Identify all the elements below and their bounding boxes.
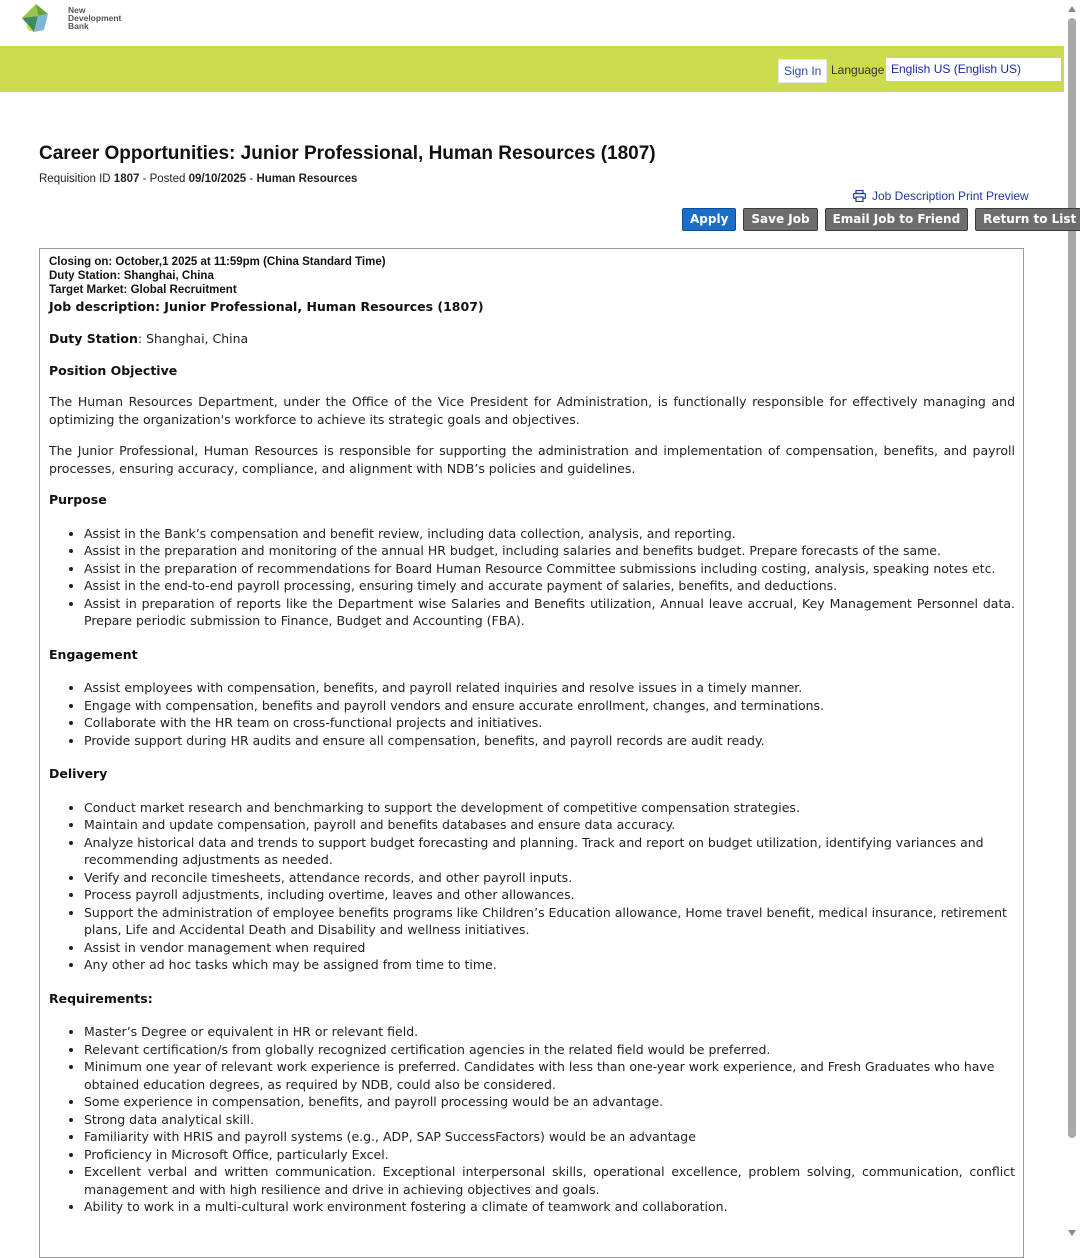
logo-wordmark — [68, 6, 121, 30]
list-item: • Verify and reconcile timesheets, attendance records, and other payroll inputs. — [84, 869, 1015, 887]
print-preview-label: Job Description Print Preview — [872, 189, 1029, 203]
purpose-heading: Purpose — [49, 492, 107, 507]
list-item: • Excellent verbal and written communication. Exceptional interpersonal skills, operational excellence, problem solving, communication, conflict management and with high resilience and drive in achieving objectives and goals. — [84, 1163, 1015, 1198]
list-item: • Process payroll adjustments, including overtime, leaves and other allowances. — [84, 886, 1015, 904]
list-item: • Collaborate with the HR team on cross-functional projects and initiatives. — [84, 714, 1015, 732]
logo-line-1: New — [68, 5, 86, 15]
scroll-down-arrow-icon[interactable] — [1068, 1230, 1076, 1236]
language-select[interactable]: English US (English US) — [886, 58, 1061, 81]
list-item: • Relevant certification/s from globally recognized certification agencies in the related field would be preferred. — [84, 1041, 1015, 1059]
scroll-up-arrow-icon[interactable] — [1068, 6, 1076, 12]
list-item: • Any other ad hoc tasks which may be assigned from time to time. — [84, 956, 1015, 974]
list-item: • Conduct market research and benchmarking to support the development of competitive compensation strategies. — [84, 799, 1015, 817]
posted-date: 09/10/2025 — [188, 173, 247, 185]
closing-date: Closing on: October,1 2025 at 11:59pm (China Standard Time) — [49, 256, 386, 268]
posted-label: - Posted — [142, 173, 186, 185]
list-item: • Some experience in compensation, benefits, and payroll processing would be an advantage. — [84, 1093, 1015, 1111]
job-description-panel — [39, 248, 1024, 1258]
list-item: • Analyze historical data and trends to support budget forecasting and planning. Track and report on budget utilization, identifying variances and recommending adjustments as needed. — [84, 834, 1015, 869]
ndb-logo-icon — [18, 2, 52, 34]
duty-station-summary: Duty Station: Shanghai, China — [49, 270, 214, 282]
target-market: Target Market: Global Recruitment — [49, 284, 237, 296]
apply-button[interactable]: Apply — [682, 208, 736, 231]
list-item: • Assist in the end-to-end payroll processing, ensuring timely and accurate payment of salaries, benefits, and deductions. — [84, 577, 1015, 595]
delivery-list — [49, 799, 1015, 974]
page-title: Career Opportunities: Junior Professional, Human Resources (1807) — [39, 143, 656, 164]
list-item: • Proficiency in Microsoft Office, particularly Excel. — [84, 1146, 1015, 1164]
job-meta — [39, 173, 357, 185]
save-job-button[interactable]: Save Job — [743, 208, 817, 231]
position-objective-heading: Position Objective — [49, 362, 178, 378]
sign-in-link[interactable]: Sign In — [778, 59, 827, 83]
print-preview-link[interactable] — [853, 189, 1029, 203]
logo-line-2: Development — [68, 13, 122, 23]
list-item: • Assist in the preparation of recommendations for Board Human Resource Committee submissions including costing, analysis, speaking notes etc. — [84, 560, 1015, 578]
list-item: • Minimum one year of relevant work experience is preferred. Candidates with less than one-year work experience, and Fresh Graduates who have obtained education degrees, as required by NDB, could also be considered. — [84, 1058, 1015, 1093]
requirements-heading: Requirements: — [49, 990, 153, 1006]
list-item: • Support the administration of employee benefits programs like Children’s Education allowance, Home travel benefit, medical insurance, retirement plans, Life and Accidental Death and Disability and wellness initiatives. — [84, 904, 1015, 939]
engagement-list — [49, 679, 1015, 749]
list-item: • Maintain and update compensation, payroll and benefits databases and ensure data accuracy. — [84, 816, 1015, 834]
return-to-list-button[interactable]: Return to List — [975, 208, 1080, 231]
list-item: • Assist in the preparation and monitoring of the annual HR budget, including salaries and benefits budget. Prepare forecasts of the same. — [84, 542, 1015, 560]
ndb-logo[interactable] — [18, 2, 128, 36]
action-buttons — [682, 208, 1080, 231]
list-item: • Assist in the Bank’s compensation and benefit review, including data collection, analysis, and reporting. — [84, 525, 1015, 543]
objective-paragraph-2: The Junior Professional, Human Resources is responsible for supporting the administration and implementation of compensation, benefits, and payroll processes, ensuring accuracy, compliance, and alignment with NDB’s policies and guidelines. — [49, 443, 1015, 476]
list-item: • Assist employees with compensation, benefits, and payroll related inquiries and resolve issues in a timely manner. — [84, 679, 1015, 697]
list-item: • Familiarity with HRIS and payroll systems (e.g., ADP, SAP SuccessFactors) would be an advantage — [84, 1128, 1015, 1146]
meta-separator: - — [249, 173, 254, 185]
purpose-list — [49, 525, 1015, 630]
list-item: • Assist in vendor management when required — [84, 939, 1015, 957]
requisition-label: Requisition ID — [39, 173, 111, 185]
engagement-heading: Engagement — [49, 646, 138, 662]
job-description-title: Job description: Junior Professional, Human Resources (1807) — [49, 299, 484, 314]
requisition-id: 1807 — [113, 173, 140, 185]
requirements-list — [49, 1023, 1015, 1216]
list-item: • Assist in preparation of reports like the Department wise Salaries and Benefits utilization, Annual leave accrual, Key Management Personnel data. Prepare periodic submission to Finance, Budget and Accounting (FBA). — [84, 595, 1015, 630]
delivery-heading: Delivery — [49, 766, 108, 781]
list-item: • Engage with compensation, benefits and payroll vendors and ensure accurate enrollment, changes, and terminations. — [84, 697, 1015, 715]
scroll-thumb[interactable] — [1068, 18, 1076, 1138]
list-item: • Master’s Degree or equivalent in HR or relevant field. — [84, 1023, 1015, 1041]
job-description-content — [49, 255, 1015, 1216]
list-item: • Ability to work in a multi-cultural work environment fostering a climate of teamwork and collaboration. — [84, 1198, 1015, 1216]
department: Human Resources — [256, 173, 358, 185]
printer-icon — [853, 190, 866, 202]
job-summary — [49, 255, 1015, 297]
page-scrollbar[interactable] — [1064, 0, 1080, 1242]
duty-station-label: Duty Station — [49, 331, 138, 346]
duty-station-line — [49, 330, 1015, 348]
header-bar — [0, 46, 1064, 92]
logo-line-3: Bank — [68, 21, 89, 31]
list-item: • Strong data analytical skill. — [84, 1111, 1015, 1129]
objective-paragraph-1: The Human Resources Department, under the Office of the Vice President for Administration, is functionally responsible for effectively managing and optimizing the organization's workforce to achieve its strategic goals and objectives. — [49, 394, 1015, 427]
email-job-button[interactable]: Email Job to Friend — [825, 208, 969, 231]
duty-station-value: : Shanghai, China — [137, 331, 249, 346]
description-body — [49, 330, 1015, 1216]
list-item: • Provide support during HR audits and ensure all compensation, benefits, and payroll records are audit ready. — [84, 732, 1015, 750]
language-label: Language — [831, 63, 885, 77]
